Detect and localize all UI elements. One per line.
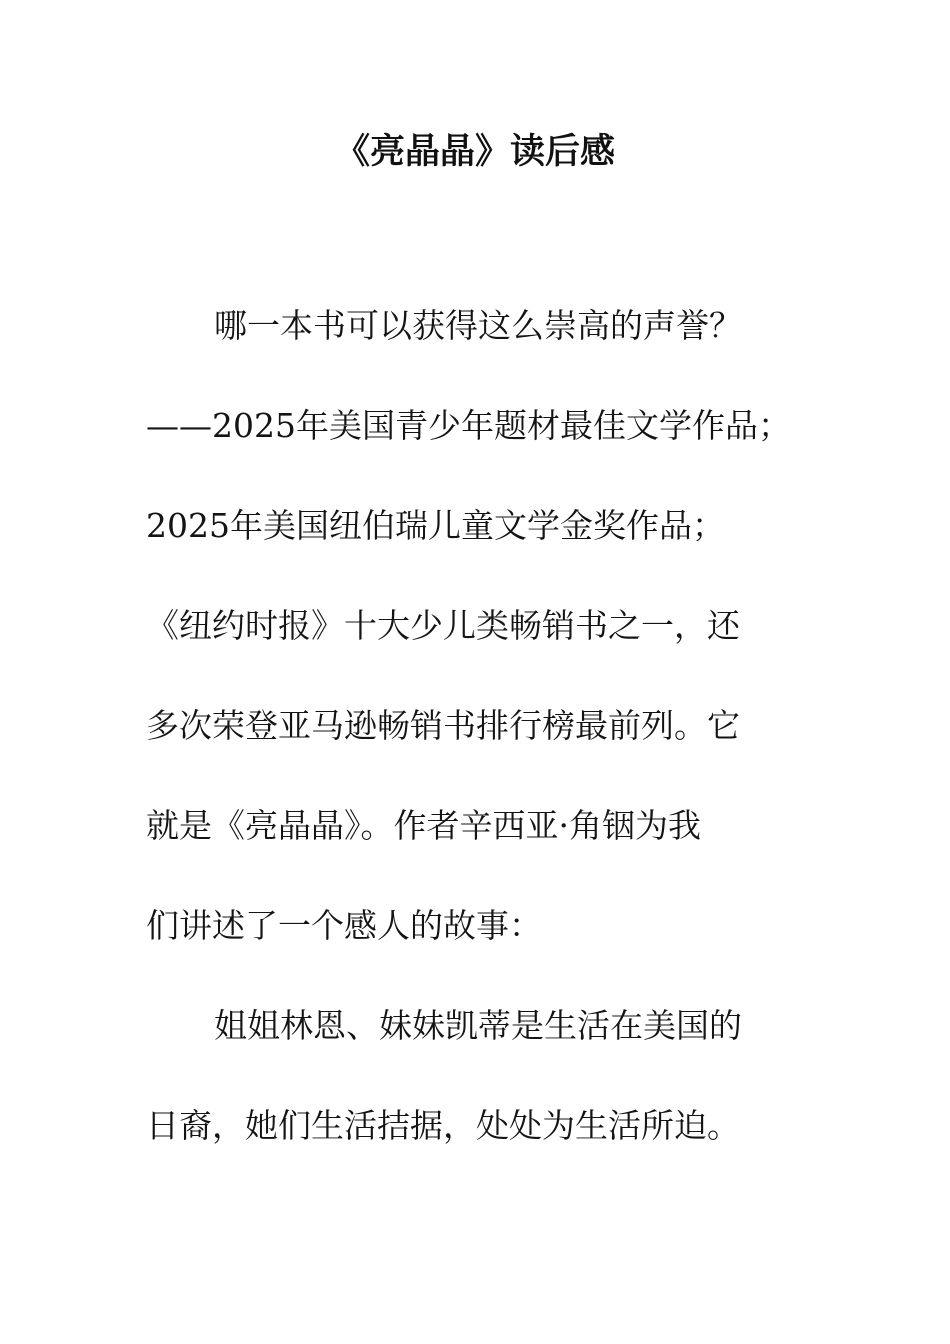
paragraph-1-line-2: ——2025年美国青少年题材最佳文学作品； (146, 406, 791, 445)
paragraph-2-line-1: 姐姐林恩、妹妹凯蒂是生活在美国的 (214, 1006, 742, 1045)
paragraph-1-line-6: 就是《亮晶晶》。作者辛西亚·角铟为我 (146, 806, 701, 845)
paragraph-2-line-2: 日裔，她们生活拮据，处处为生活所迫。 (146, 1106, 740, 1145)
paragraph-1-line-5: 多次荣登亚马逊畅销书排行榜最前列。它 (146, 706, 740, 745)
paragraph-1-line-4: 《纽约时报》十大少儿类畅销书之一，还 (146, 606, 740, 645)
paragraph-1-line-1: 哪一本书可以获得这么崇高的声誉？ (214, 306, 742, 345)
document-title: 《亮晶晶》读后感 (334, 132, 615, 172)
paragraph-1-line-7: 们讲述了一个感人的故事： (146, 906, 542, 945)
paragraph-1-line-3: 2025年美国纽伯瑞儿童文学金奖作品； (146, 506, 725, 545)
